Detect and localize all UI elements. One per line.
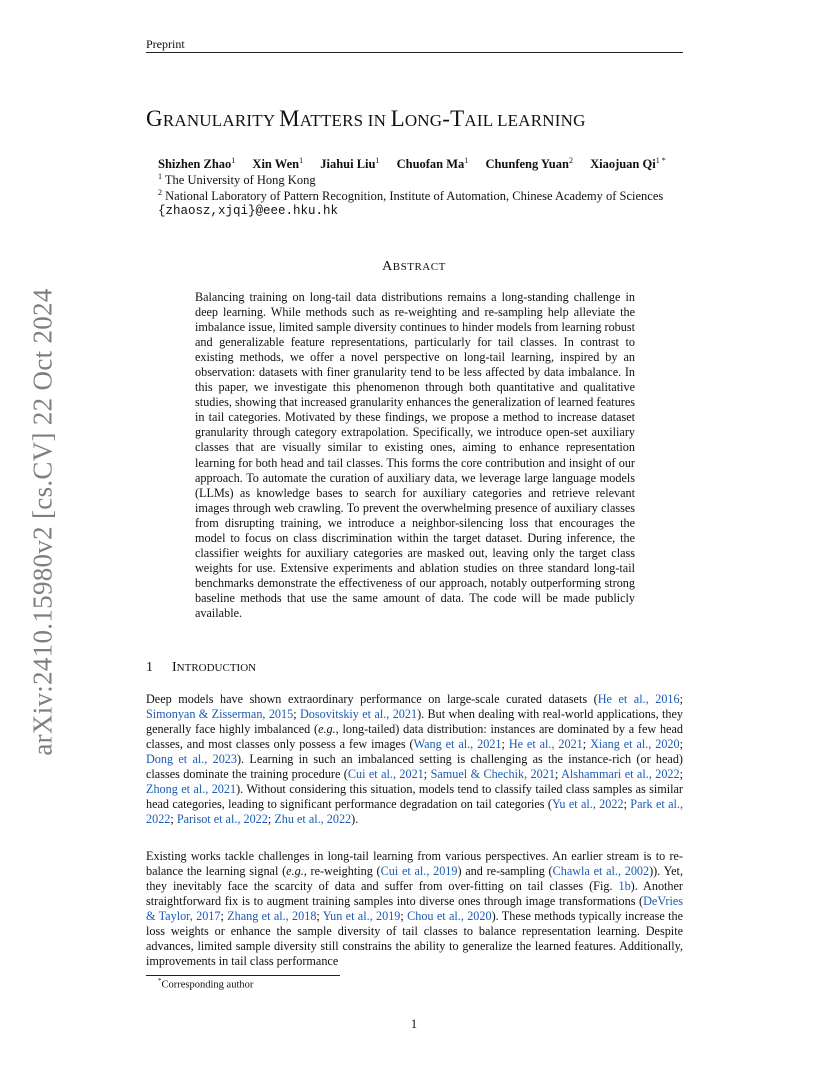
- citation-link[interactable]: Cui et al., 2021: [347, 767, 424, 782]
- footnote-text: Corresponding author: [161, 979, 254, 991]
- citation-link[interactable]: Parisot et al., 2022: [176, 812, 268, 827]
- author-list: [158, 156, 680, 172]
- page-number: 1: [410, 1017, 418, 1031]
- affiliation-text: National Laboratory of Pattern Recognition, Institute of Automation, Chinese Academy of Sciences: [165, 189, 664, 204]
- citation-link[interactable]: DeVries & Taylor, 2017: [146, 894, 683, 924]
- body-text-run: ;: [293, 707, 300, 722]
- citation-link[interactable]: Yun et al., 2019: [322, 909, 401, 924]
- citation-link[interactable]: Wang et al., 2021: [413, 737, 502, 752]
- author-affil-mark: 1: [231, 156, 236, 165]
- body-text-run: ;: [679, 737, 684, 752]
- body-text-run: ;: [316, 909, 323, 924]
- body-text-run: ;: [554, 767, 562, 782]
- section-number: 1: [146, 660, 153, 675]
- author-name: Jiahui Liu: [320, 157, 376, 172]
- title-part: ONG: [404, 111, 443, 130]
- arxiv-identifier[interactable]: arXiv:2410.15980v2 [cs.CV] 22 Oct 2024: [27, 288, 58, 756]
- affiliation: [158, 188, 663, 204]
- body-text-run: ). Learning in such an imbalanced setting is challenging as the instance-rich (or head) classes dominate the training procedure (: [146, 752, 683, 782]
- body-text-run: e.g.: [286, 864, 304, 879]
- body-text-run: ;: [623, 797, 631, 812]
- author-affil-mark: 1: [299, 156, 304, 165]
- abstract-heading: [0, 259, 828, 275]
- citation-link[interactable]: He et al., 2021: [508, 737, 583, 752]
- citation-link[interactable]: Xiang et al., 2020: [590, 737, 680, 752]
- body-text-run: ).: [351, 812, 359, 827]
- citation-link[interactable]: Yu et al., 2022: [551, 797, 624, 812]
- citation-link[interactable]: Dosovitskiy et al., 2021: [299, 707, 418, 722]
- body-text-run: ;: [501, 737, 509, 752]
- title-part: M: [279, 106, 300, 131]
- footnote: [158, 977, 253, 991]
- body-text-run: ) and re-sampling (: [457, 864, 553, 879]
- body-paragraph: [146, 849, 683, 969]
- body-text-run: ;: [582, 737, 591, 752]
- author: [397, 157, 469, 171]
- citation-link[interactable]: Simonyan & Zisserman, 2015: [146, 707, 294, 722]
- body-text-run: ;: [170, 812, 177, 827]
- affiliation-mark: 1: [158, 172, 162, 181]
- title-part: ATTERS IN: [299, 111, 391, 130]
- footnote-mark: *: [158, 977, 162, 985]
- body-paragraph: [146, 692, 683, 827]
- author-name: Xin Wen: [252, 157, 300, 172]
- body-text-run: Deep models have shown extraordinary performance on large-scale curated datasets (: [146, 692, 598, 706]
- body-text-run: ;: [679, 767, 684, 782]
- title-part: G: [146, 106, 163, 131]
- author-affil-mark: 1 *: [655, 156, 666, 165]
- citation-link[interactable]: He et al., 2016: [597, 692, 680, 706]
- author-affil-mark: 1: [464, 156, 469, 165]
- title-part: L: [390, 106, 405, 131]
- citation-link[interactable]: Park et al., 2022: [146, 797, 683, 827]
- section-heading: [146, 660, 256, 676]
- body-text-run: ;: [220, 909, 228, 924]
- affiliation-mark: 2: [158, 188, 162, 197]
- body-text-run: ;: [679, 692, 683, 706]
- citation-link[interactable]: Zhu et al., 2022: [274, 812, 352, 827]
- author-name: Chunfeng Yuan: [485, 157, 569, 172]
- header-rule: [146, 52, 683, 53]
- citation-link[interactable]: Chou et al., 2020: [407, 909, 492, 924]
- body-text-run: )). Yet, they inevitably face the scarcity of data and suffer from over-fitting on tail classes (Fig.: [146, 864, 683, 894]
- citation-link[interactable]: 1b: [618, 879, 631, 894]
- body-text-run: e.g.: [318, 722, 336, 737]
- citation-link[interactable]: Dong et al., 2023: [146, 752, 237, 767]
- body-text-run: Existing works tackle challenges in long-tail learning from various perspectives. An earlier stream is to re-balance the learning signal (: [146, 849, 683, 879]
- citation-link[interactable]: Zhong et al., 2021: [146, 782, 237, 797]
- title-part: -T: [442, 106, 465, 131]
- abstract-heading-initial: A: [382, 259, 393, 274]
- title-part: RANULARITY: [162, 111, 280, 130]
- running-header: Preprint: [146, 37, 185, 51]
- body-text-run: , re-weighting (: [303, 864, 381, 879]
- citation-link[interactable]: Zhang et al., 2018: [227, 909, 317, 924]
- author: [320, 157, 379, 171]
- author-name: Shizhen Zhao: [158, 157, 232, 172]
- body-text-run: ). Without considering this situation, models tend to classify tailed class samples as similar head categories, leading to significant performance degradation on tail categories (: [146, 782, 683, 812]
- body-text-run: , long-tailed) data distribution: instances are dominated by a few head classes, and most classes only possess a few images (: [146, 722, 683, 752]
- contact-email[interactable]: {zhaosz,xjqi}@eee.hku.hk: [158, 204, 339, 218]
- affiliation: [158, 172, 316, 188]
- citation-link[interactable]: Alshammari et al., 2022: [561, 767, 680, 782]
- body-text-run: ;: [400, 909, 408, 924]
- section-title-rest: NTRODUCTION: [176, 662, 257, 674]
- abstract-text: Balancing training on long-tail data distributions remains a long-standing challenge in deep learning. While methods such as re-weighting and re-sampling help alleviate the imbalance issue, limited sample diversity continues to hinder models from learning robust and generalizable feature representations, particularly for tail classes. In contrast to existing methods, we offer a novel perspective on long-tail learning, inspired by an observation: datasets with finer granularity tend to be less affected by data imbalance. In this paper, we investigate this phenomenon through both quantitative and qualitative studies, showing that increased granularity enhances the generalization of learned features in tail categories. Motivated by these findings, we propose a method to increase dataset granularity through category extrapolation. Specifically, we introduce open-set auxiliary classes that are visually similar to existing ones, aiming to enhance representation learning for both head and tail classes. This forms the core contribution and insight of our approach. To automate the curation of auxiliary data, we leverage large language models (LLMs) as knowledge bases to search for auxiliary categories and retrieve relevant images through web crawling. To prevent the overwhelming presence of auxiliary classes from disrupting training, we introduce a neighbor-silencing loss that encourages the model to focus on class discrimination within the target dataset. During inference, the classifier weights for auxiliary categories are masked out, leaving only the target class weights for use. Extensive experiments and ablation studies on three standard long-tail benchmarks demonstrate the effectiveness of our approach, notably outperforming strong baseline methods that use the same amount of data. The code will be made publicly available.: [195, 290, 635, 620]
- paper-title: [146, 106, 746, 132]
- author-affil-mark: 1: [375, 156, 380, 165]
- citation-link[interactable]: Samuel & Chechik, 2021: [430, 767, 555, 782]
- abstract-heading-rest: BSTRACT: [392, 261, 446, 273]
- author: [485, 157, 573, 171]
- body-text-run: ). But when dealing with real-world applications, they generally face highly imbalanced (: [146, 707, 683, 737]
- author: [590, 157, 666, 171]
- author-name: Chuofan Ma: [396, 157, 465, 172]
- body-text-run: ). Another straightforward fix is to augment training samples into diverse ones through image transformations (: [146, 879, 683, 909]
- citation-link[interactable]: Cui et al., 2019: [380, 864, 458, 879]
- author: [158, 157, 235, 171]
- title-part: AIL LEARNING: [464, 111, 586, 130]
- section-title-initial: I: [172, 660, 177, 675]
- author: [252, 157, 303, 171]
- author-affil-mark: 2: [568, 156, 573, 165]
- citation-link[interactable]: Chawla et al., 2002: [552, 864, 650, 879]
- body-text-run: ;: [423, 767, 431, 782]
- body-text-run: ;: [267, 812, 275, 827]
- body-text-run: ). These methods typically increase the loss weights or enhance the sample diversity of tail classes to balance representation learning. Despite advances, limited sample diversity still constrains the ability to generalize the learned features. Additionally, improvements in tail class performance: [146, 909, 683, 969]
- footnote-rule: [146, 975, 340, 976]
- author-name: Xiaojuan Qi: [590, 157, 656, 172]
- affiliation-text: The University of Hong Kong: [164, 173, 316, 188]
